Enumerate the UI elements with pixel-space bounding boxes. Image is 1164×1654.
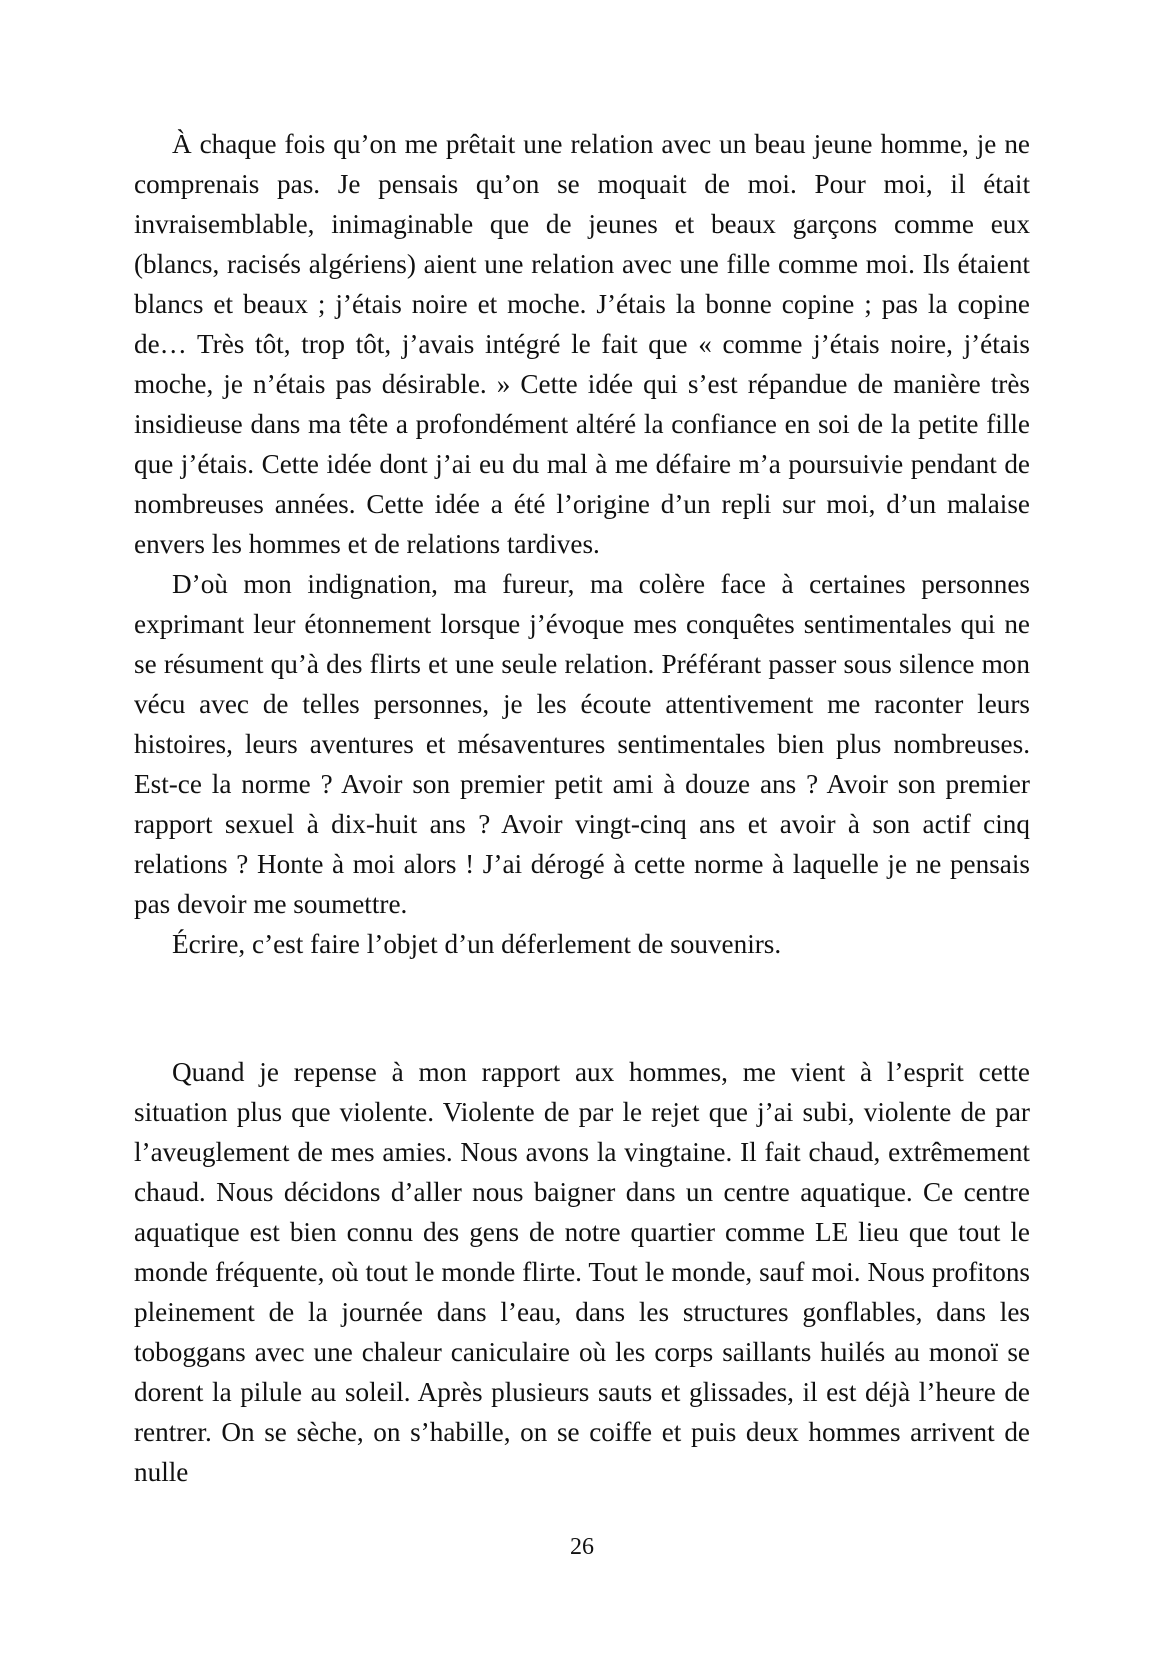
paragraph: Quand je repense à mon rapport aux hommes, me vient à l’esprit cette situation plus que violente. Violente de par le rejet que j’ai subi, violente de par l’aveuglement de mes amies. Nous avons la vingtaine. Il fait chaud, extrêmement chaud. Nous décidons d’aller nous baigner dans un centre aquatique. Ce centre aquatique est bien connu des gens de notre quartier comme LE lieu que tout le monde fréquente, où tout le monde flirte. Tout le monde, sauf moi. Nous profitons pleinement de la journée dans l’eau, dans les structures gonflables, dans les toboggans avec une chaleur caniculaire où les corps saillants huilés au monoï se dorent la pilule au soleil. Après plusieurs sauts et glissades, il est déjà l’heure de rentrer. On se sèche, on s’habille, on se coiffe et puis deux hommes arrivent de nulle	[134, 1057, 1030, 1487]
text-section-1	[134, 124, 1030, 964]
page-number: 26	[570, 1534, 594, 1560]
text-section-2	[134, 1052, 1030, 1492]
paragraph: À chaque fois qu’on me prêtait une relation avec un beau jeune homme, je ne comprenais pas. Je pensais qu’on se moquait de moi. Pour moi, il était invraisemblable, inimaginable que de jeunes et beaux garçons comme eux (blancs, racisés algériens) aient une relation avec une fille comme moi. Ils étaient blancs et beaux ; j’étais noire et moche. J’étais la bonne copine ; pas la copine de… Très tôt, trop tôt, j’avais intégré le fait que « comme j’étais noire, j’étais moche, je n’étais pas désirable. » Cette idée qui s’est répandue de manière très insidieuse dans ma tête a profondément altéré la confiance en soi de la petite fille que j’étais. Cette idée dont j’ai eu du mal à me défaire m’a poursuivie pendant de nombreuses années. Cette idée a été l’origine d’un repli sur moi, d’un malaise envers les hommes et de relations tardives.	[134, 129, 1030, 559]
paragraph: D’où mon indignation, ma fureur, ma colère face à certaines personnes exprimant leur étonnement lorsque j’évoque mes conquêtes sentimentales qui ne se résument qu’à des flirts et une seule relation. Préférant passer sous silence mon vécu avec de telles personnes, je les écoute attentivement me raconter leurs histoires, leurs aventures et mésaventures sentimentales bien plus nombreuses. Est-ce la norme ? Avoir son premier petit ami à douze ans ? Avoir son premier rapport sexuel à dix-huit ans ? Avoir vingt-cinq ans et avoir à son actif cinq relations ? Honte à moi alors ! J’ai dérogé à cette norme à laquelle je ne pensais pas devoir me soumettre.	[134, 569, 1030, 919]
paragraph: Écrire, c’est faire l’objet d’un déferlement de souvenirs.	[172, 929, 782, 959]
